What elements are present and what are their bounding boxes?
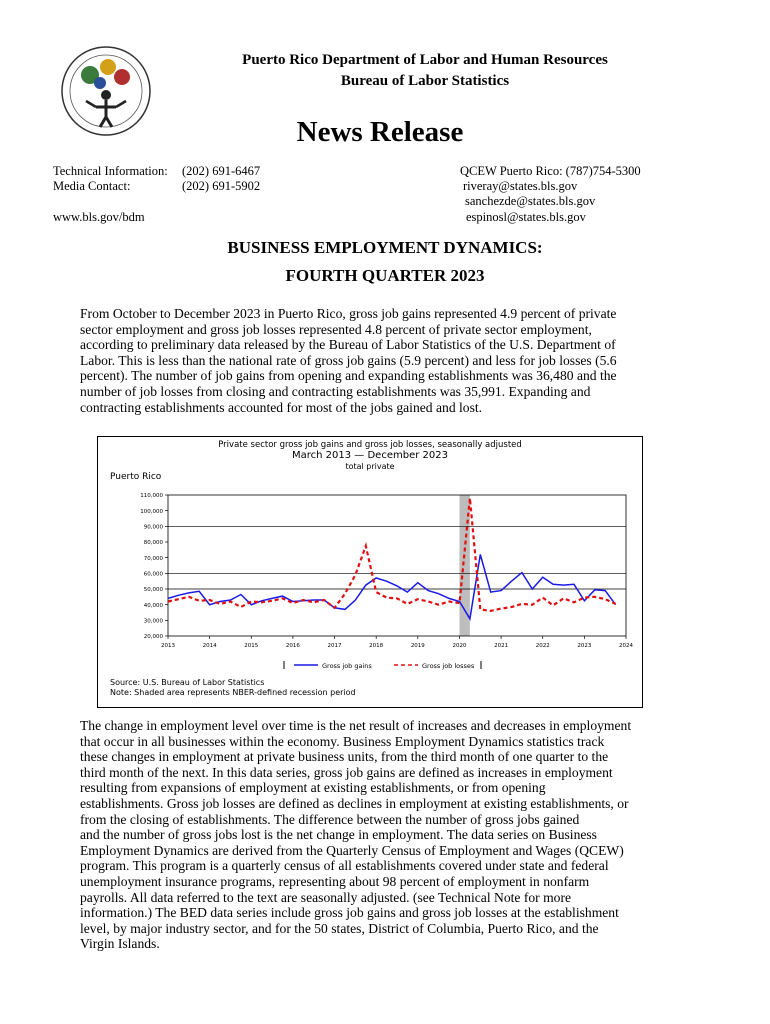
paragraph-line: Virgin Islands.	[80, 936, 160, 952]
email-link[interactable]: sanchezde@states.bls.gov	[465, 194, 596, 208]
agency-name: Puerto Rico Department of Labor and Human Resources	[242, 52, 608, 68]
chart-note: Note: Shaded area represents NBER-defined recession period	[110, 688, 356, 697]
email-link[interactable]: riveray@states.bls.gov	[463, 179, 578, 193]
y-tick-label: 100,000	[140, 508, 163, 515]
legend-gains-label: Gross job gains	[322, 662, 372, 670]
y-tick-label: 70,000	[143, 555, 163, 562]
gross-job-gains-line	[168, 555, 616, 619]
plot-frame	[168, 495, 626, 636]
paragraph-line: From October to December 2023 in Puerto Rico, gross job gains represented 4.9 percent of private	[80, 306, 617, 321]
paragraph-line: from the closing of establishments. The difference between the number of gross jobs gained	[80, 811, 580, 827]
paragraph-line: The change in employment level over time is the net result of increases and decreases in employment	[80, 718, 632, 733]
paragraph-line: establishments. Gross job losses are defined as declines in employment at existing establishments, or	[80, 795, 629, 811]
paragraph-line: information.) The BED data series include gross job gains and gross job losses at the establishment	[80, 905, 619, 921]
chart-legend	[284, 661, 481, 670]
y-tick-label: 50,000	[143, 587, 163, 594]
y-tick-label: 110,000	[140, 493, 163, 500]
qcew-contact: QCEW Puerto Rico: (787)754-5300	[460, 164, 641, 178]
gross-job-losses-line	[168, 498, 616, 611]
x-tick-label: 2020	[452, 643, 467, 649]
x-tick-label: 2018	[369, 643, 384, 649]
email-link[interactable]: espinosl@states.bls.gov	[466, 210, 586, 224]
paragraph-line: level, by major industry sector, and for the 50 states, District of Columbia, Puerto Rico, and the	[80, 920, 599, 936]
job-flows-chart	[97, 436, 643, 708]
paragraph-line: payrolls. All data referred to the text are seasonally adjusted. (see Technical Note for more	[80, 889, 572, 905]
y-tick-label: 90,000	[143, 524, 163, 531]
y-tick-label: 30,000	[143, 618, 163, 625]
y-tick-label: 20,000	[143, 634, 163, 641]
paragraph-line: program. This program is a quarterly census of all establishments covered under state and federal	[80, 858, 609, 874]
department-seal-logo	[60, 45, 152, 137]
chart-subtitle: March 2013 — December 2023	[292, 450, 448, 461]
paragraph-line: Employment Dynamics are derived from the Quarterly Census of Employment and Wages (QCEW)	[80, 842, 624, 858]
paragraph-line: these changes in employment at private business units, from the third month of one quarter to the	[80, 749, 609, 765]
tech-info-label: Technical Information:	[53, 164, 168, 178]
paragraph-line: unemployment insurance programs, representing about 98 percent of employment in nonfarm	[80, 873, 590, 889]
x-tick-label: 2021	[494, 643, 509, 649]
paragraph-line: sector employment and gross job losses represented 4.8 percent of private sector employment,	[80, 321, 592, 337]
intro-paragraph	[80, 306, 692, 415]
x-tick-label: 2024	[619, 643, 633, 649]
paragraph-line: Labor. This is less than the national rate of gross job gains (5.9 percent) and less for job losses (5.6	[80, 352, 617, 368]
headline-line-1: BUSINESS EMPLOYMENT DYNAMICS:	[227, 238, 543, 257]
bureau-name: Bureau of Labor Statistics	[340, 73, 510, 89]
paragraph-line: contracting establishments accounted for most of the jobs gained and lost.	[80, 399, 483, 415]
media-contact-phone: (202) 691-5902	[182, 179, 261, 193]
paragraph-line: that occur in all businesses within the economy. Business Employment Dynamics statistics track	[80, 733, 605, 749]
x-tick-label: 2022	[535, 643, 550, 649]
chart-canvas	[98, 437, 642, 707]
chart-title: Private sector gross job gains and gross job losses, seasonally adjusted	[218, 440, 522, 450]
paragraph-line: resulting from expansions of employment at existing establishments, or from opening	[80, 780, 546, 796]
methodology-paragraph	[80, 718, 692, 952]
y-tick-label: 40,000	[143, 602, 163, 609]
paragraph-line: according to preliminary data released by the Bureau of Labor Statistics of the U.S. Department of	[80, 337, 616, 353]
x-tick-label: 2015	[244, 643, 259, 649]
x-tick-label: 2019	[410, 643, 425, 649]
chart-source: Source: U.S. Bureau of Labor Statistics	[110, 678, 265, 687]
y-tick-label: 60,000	[143, 571, 163, 578]
x-tick-label: 2017	[327, 643, 342, 649]
paragraph-line: percent). The number of job gains from opening and expanding establishments was 36,480 and the	[80, 368, 617, 384]
chart-region-label: Puerto Rico	[110, 472, 162, 482]
y-tick-label: 80,000	[143, 540, 163, 547]
legend-losses-label: Gross job losses	[422, 662, 475, 670]
x-tick-label: 2014	[202, 643, 217, 649]
paragraph-line: third month of the next. In this data series, gross job gains are defined as increases in employment	[80, 764, 613, 780]
tech-info-phone: (202) 691-6467	[182, 164, 261, 178]
website-link[interactable]: www.bls.gov/bdm	[53, 210, 145, 224]
paragraph-line: number of job losses from closing and contracting establishments was 35,991. Expanding and	[80, 383, 591, 399]
headline-line-2: FOURTH QUARTER 2023	[285, 266, 485, 285]
x-tick-label: 2013	[161, 643, 175, 649]
x-tick-label: 2023	[577, 643, 592, 649]
plot-area	[140, 493, 633, 649]
paragraph-line: and the number of gross jobs lost is the net change in employment. The data series on Business	[80, 827, 597, 843]
media-contact-label: Media Contact:	[53, 179, 131, 193]
x-tick-label: 2016	[285, 643, 300, 649]
chart-subtitle-2: total private	[345, 462, 395, 471]
release-title: News Release	[296, 116, 464, 148]
